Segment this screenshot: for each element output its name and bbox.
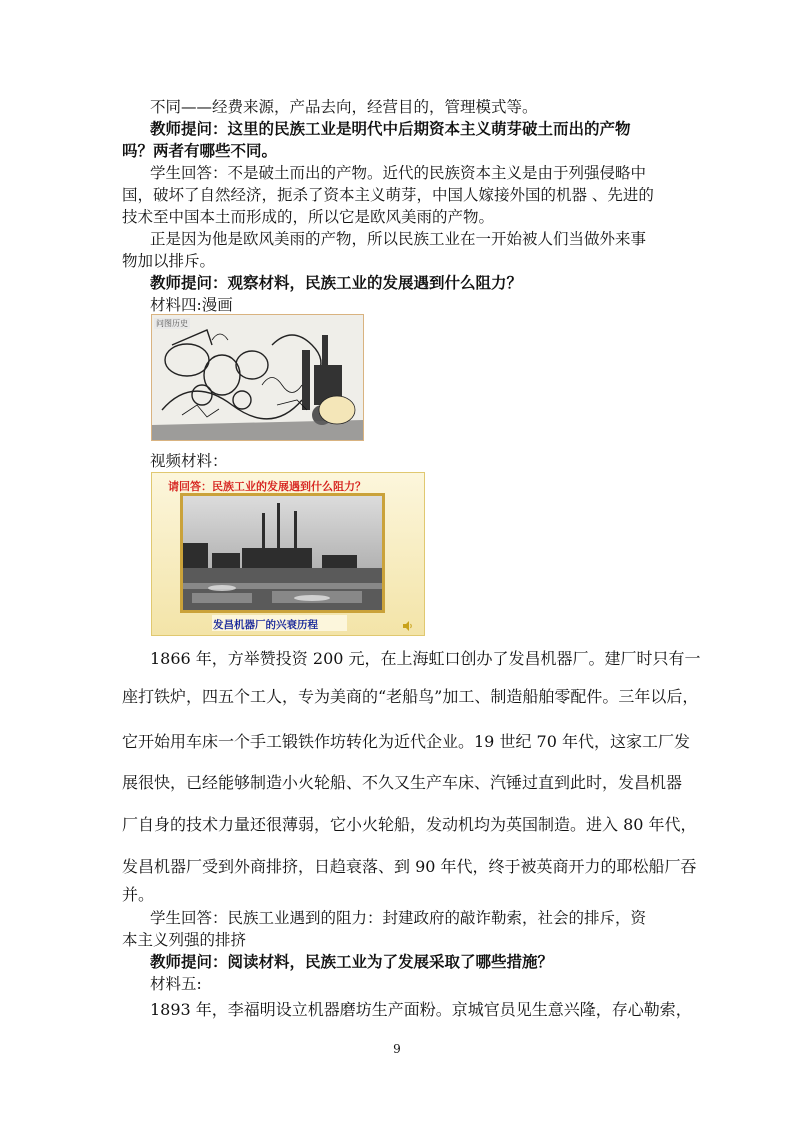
story-line-2: 座打铁炉，四五个工人，专为美商的“老船鸟”加工、制造船舶零配件。三年以后， (122, 687, 699, 706)
paragraph-differences: 不同——经费来源，产品去向，经营目的，管理模式等。 (150, 98, 538, 116)
paragraph-rejection: 正是因为他是欧风美雨的产物，所以民族工业在一开始被人们当做外来事 (150, 230, 647, 248)
video-material-label: 视频材料： (150, 452, 228, 470)
paragraph-rejection-cont: 物加以排斥。 (122, 252, 216, 270)
story-line-4: 展很快，已经能够制造小火轮船、不久又生产车床、汽锤过直到此时，发昌机器 (122, 773, 683, 792)
student-answer-1-cont: 国，破坏了自然经济，扼杀了资本主义萌芽，中国人嫁接外国的机器 、先进的 (122, 186, 654, 204)
speaker-icon[interactable] (402, 617, 414, 629)
material-five-label: 材料五: (150, 975, 202, 993)
story-line-5: 厂自身的技术力量还很薄弱，它小火轮船，发动机均为英国制造。进入 80 年代， (122, 815, 697, 834)
comic-corner-label: 问图历史 (156, 319, 188, 328)
story-line-6: 发昌机器厂受到外商排挤，日趋衰落、到 90 年代，终于被英商开力的耶松船厂吞 (122, 857, 697, 876)
teacher-question-2: 教师提问：观察材料，民族工业的发展遇到什么阻力？ (150, 273, 523, 292)
material-five-text: 1893 年，李福明设立机器磨坊生产面粉。京城官员见生意兴隆，存心勒索， (150, 1000, 692, 1019)
teacher-question-1: 教师提问：这里的民族工业是明代中后期资本主义萌芽破土而出的产物 (150, 119, 631, 138)
page-number: 9 (393, 1042, 401, 1056)
story-line-7: 并。 (122, 885, 155, 904)
student-answer-2-cont: 本主义列强的排挤 (122, 931, 247, 949)
teacher-question-1-cont: 吗？两者有哪些不同。 (122, 141, 278, 160)
video-frame[interactable] (151, 472, 425, 636)
comic-image (151, 314, 364, 441)
student-answer-1: 学生回答：不是破土而出的产物。近代的民族资本主义是由于列强侵略中 (150, 164, 647, 182)
student-answer-1-cont2: 技术至中国本土而形成的，所以它是欧风美雨的产物。 (122, 208, 495, 226)
teacher-question-3: 教师提问：阅读材料，民族工业为了发展采取了哪些措施？ (150, 952, 554, 971)
story-line-1: 1866 年，方举赞投资 200 元，在上海虹口创办了发昌机器厂。建厂时只有一 (150, 649, 701, 668)
video-question-title: 请回答：民族工业的发展遇到什么阻力？ (168, 480, 366, 493)
material-four-label: 材料四:漫画 (150, 296, 233, 314)
story-line-3: 它开始用车床一个手工锻铁作坊转化为近代企业。19 世纪 70 年代，这家工厂发 (122, 732, 690, 751)
student-answer-2: 学生回答：民族工业遇到的阻力：封建政府的敲诈勒索，社会的排斥，资 (150, 909, 647, 927)
video-caption: 发昌机器厂的兴衰历程 (213, 619, 318, 631)
